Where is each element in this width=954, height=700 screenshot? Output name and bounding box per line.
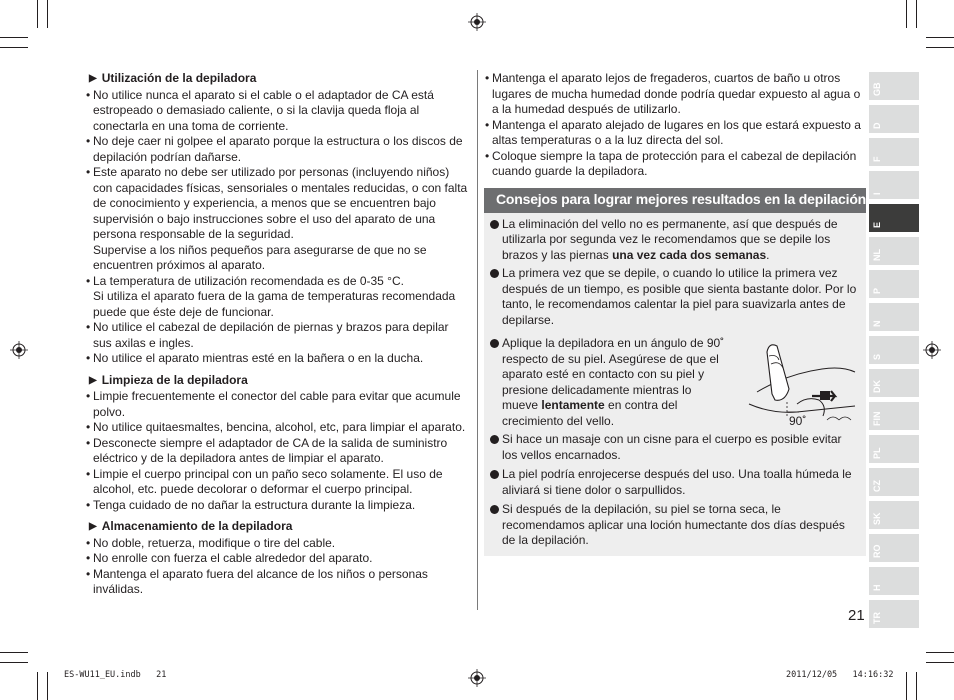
usage-list bbox=[85, 88, 470, 367]
tab-label: N bbox=[872, 320, 882, 327]
crop-mark bbox=[0, 37, 28, 38]
tips-title: Consejos para lograr mejores resultados en la depilación bbox=[496, 191, 867, 208]
triangle-icon: ▶ bbox=[89, 374, 97, 386]
tip-bold-text: una vez cada dos semanas bbox=[612, 247, 767, 262]
list-item: • No enrolle con fuerza el cable alrededor del aparato. bbox=[86, 551, 373, 565]
tab-ro[interactable] bbox=[869, 534, 919, 562]
tip-text-end: en contra del crecimiento del vello. bbox=[502, 398, 678, 428]
section-title: Almacenamiento de la depiladora bbox=[101, 519, 293, 533]
crop-mark bbox=[37, 672, 38, 700]
timestamp-slug: 2011/12/05 14:16:32 bbox=[786, 670, 894, 680]
section-title: Utilización de la depiladora bbox=[101, 71, 257, 85]
tab-label: GB bbox=[872, 82, 882, 96]
tab-n[interactable] bbox=[869, 303, 919, 331]
left-column bbox=[85, 71, 470, 598]
tab-i[interactable] bbox=[869, 171, 919, 199]
tip-item bbox=[488, 432, 860, 463]
list-item: • Mantenga el aparato fuera del alcance de los niños o personas inválidas. bbox=[86, 566, 428, 596]
tab-label: CZ bbox=[872, 480, 882, 492]
tip-text: La piel podría enrojecerse después del uso. Una toalla húmeda le aliviará si tiene dolor o sarpullidos. bbox=[502, 467, 852, 497]
list-item: • No utilice el cabezal de depilación de piernas y brazos para depilar sus axilas e ingles. bbox=[86, 320, 449, 350]
list-item: • Limpie frecuentemente el conector del cable para evitar que acumule polvo. bbox=[86, 389, 461, 419]
tips-box bbox=[484, 213, 866, 556]
crop-mark bbox=[37, 0, 38, 28]
tip-item bbox=[488, 467, 860, 498]
tip-item bbox=[488, 336, 860, 429]
registration-mark-icon bbox=[468, 669, 486, 687]
list-item: • Este aparato no debe ser utilizado por personas (incluyendo niños) con capacidades físicas, sensoriales o mentales reducidas, o con falta de conocimiento y experiencia, a menos que se encuentren bajo supervisión o bajo instrucciones sobre el uso del aparato de una persona responsable de la seguridad. Supervise a los niños pequeños para asegurarse de que no se encuentren próximos al aparato. bbox=[85, 165, 470, 274]
list-item: • Mantenga el aparato lejos de fregaderos, cuartos de baño u otros lugares de mucha humedad donde podría quedar expuesto al agua o a la humedad después de utilizarlo. bbox=[485, 71, 861, 116]
tab-label: I bbox=[872, 192, 882, 195]
tip-item bbox=[488, 266, 860, 328]
list-item-extra: Supervise a los niños pequeños para asegurarse de que no se encuentren próximos al aparato. bbox=[93, 242, 427, 272]
list-item-text: No utilice el aparato mientras esté en la bañera o en la ducha. bbox=[93, 351, 424, 365]
list-item: • No utilice quitaesmaltes, bencina, alcohol, etc, para limpiar el aparato. bbox=[86, 420, 466, 434]
angle-label: 90˚ bbox=[789, 414, 807, 428]
crop-mark bbox=[926, 37, 954, 38]
file-slug: ES-WU11_EU.indb 21 bbox=[64, 670, 167, 680]
crop-mark bbox=[47, 0, 48, 28]
registration-mark-icon bbox=[10, 341, 28, 359]
list-item-text: Tenga cuidado de no dañar la estructura durante la limpieza. bbox=[93, 497, 416, 512]
list-item-text: Coloque siempre la tapa de protección para el cabezal de depilación cuando guarde la depiladora. bbox=[492, 148, 857, 178]
tab-label: FIN bbox=[872, 411, 882, 426]
list-item-text: La temperatura de utilización recomendada es de 0-35 °C. bbox=[93, 273, 404, 288]
list-item-text: Mantenga el aparato fuera del alcance de los niños o personas inválidas. bbox=[93, 566, 428, 596]
tab-label: TR bbox=[872, 612, 882, 624]
crop-mark bbox=[0, 47, 28, 48]
registration-mark-icon bbox=[468, 13, 486, 31]
tab-label: S bbox=[872, 353, 882, 360]
tip-text: La eliminación del vello no es permanente, así que después de utilizarla por segunda vez le recomendamos que se depile los brazos y las piernas bbox=[502, 216, 838, 262]
storage-list-continued bbox=[484, 71, 866, 180]
tab-h[interactable] bbox=[869, 567, 919, 595]
list-item-text: No utilice el cabezal de depilación de piernas y brazos para depilar sus axilas e ingles. bbox=[93, 320, 449, 350]
tab-fin[interactable] bbox=[869, 402, 919, 430]
registration-mark-icon bbox=[923, 341, 941, 359]
tip-text: Si hace un masaje con un cisne para el cuerpo es posible evitar los vellos encarnados. bbox=[502, 432, 842, 462]
list-item-text: No enrolle con fuerza el cable alrededor del aparato. bbox=[93, 551, 373, 565]
crop-mark bbox=[906, 672, 907, 700]
list-item-text: Desconecte siempre el adaptador de CA de la salida de suministro eléctrico y de la depiladora antes de limpiar el aparato. bbox=[93, 435, 448, 465]
tab-label: P bbox=[872, 287, 882, 294]
section-heading-usage bbox=[85, 71, 470, 87]
tab-label: NL bbox=[872, 249, 882, 261]
list-item: • No utilice el aparato mientras esté en la bañera o en la ducha. bbox=[86, 351, 424, 365]
tip-text-end: . bbox=[766, 247, 770, 262]
triangle-icon: ▶ bbox=[89, 521, 97, 532]
epilator-angle-illustration bbox=[727, 334, 857, 429]
list-item-text: Mantenga el aparato lejos de fregaderos, cuartos de baño u otros lugares de mucha humedad donde podría quedar expuesto al agua o a la humedad después de utilizarlo. bbox=[492, 71, 861, 116]
language-tabs bbox=[869, 72, 919, 633]
list-item: • La temperatura de utilización recomendada es de 0-35 °C. Si utiliza el aparato fuera de la gama de temperaturas recomendada puede que éste deje de funcionar. bbox=[85, 274, 470, 321]
storage-list bbox=[85, 536, 470, 598]
list-item: • Tenga cuidado de no dañar la estructura durante la limpieza. bbox=[86, 497, 416, 512]
crop-mark bbox=[916, 672, 917, 700]
tip-text: Aplique la depiladora en un ángulo de 90˚ respecto de su piel. Asegúrese de que el aparato esté en contacto con su piel y presione delicadamente mientras lo mueve bbox=[502, 336, 725, 412]
tab-label: PL bbox=[872, 447, 882, 459]
list-item: • Desconecte siempre el adaptador de CA de la salida de suministro eléctrico y de la depiladora antes de limpiar el aparato. bbox=[86, 435, 448, 465]
page-number: 21 bbox=[848, 607, 865, 624]
tab-f[interactable] bbox=[869, 138, 919, 166]
section-heading-storage bbox=[85, 519, 470, 535]
tip-bold-text: lentamente bbox=[541, 398, 605, 412]
tab-tr[interactable] bbox=[869, 600, 919, 628]
tip-item bbox=[488, 502, 860, 549]
crop-mark bbox=[906, 0, 907, 28]
list-item-text: Limpie frecuentemente el conector del cable para evitar que acumule polvo. bbox=[93, 389, 461, 419]
tab-label: DK bbox=[872, 380, 882, 393]
tab-pl[interactable] bbox=[869, 435, 919, 463]
list-item-text: No utilice nunca el aparato si el cable o el adaptador de CA está estropeado o demasiado caliente, o si la clavija queda floja al conectarla en una toma de corriente. bbox=[93, 87, 434, 133]
tab-dk[interactable] bbox=[869, 369, 919, 397]
right-column bbox=[484, 71, 866, 556]
crop-mark bbox=[926, 652, 954, 653]
list-item-text: No deje caer ni golpee el aparato porque la estructura o los discos de depilación podrían dañarse. bbox=[93, 134, 463, 164]
list-item-text: No doble, retuerza, modifique o tire del cable. bbox=[93, 535, 336, 550]
list-item: • Mantenga el aparato alejado de lugares en los que estará expuesto a altas temperaturas o a la luz directa del sol. bbox=[485, 117, 861, 147]
tab-label: RO bbox=[872, 544, 882, 558]
tab-label: E bbox=[872, 221, 882, 228]
tab-nl[interactable] bbox=[869, 237, 919, 265]
tab-p[interactable] bbox=[869, 270, 919, 298]
tab-d[interactable] bbox=[869, 105, 919, 133]
triangle-icon: ▶ bbox=[89, 73, 97, 84]
tip-item bbox=[488, 217, 860, 264]
crop-mark bbox=[916, 0, 917, 28]
list-item-text: Mantenga el aparato alejado de lugares en los que estará expuesto a altas temperaturas o a la luz directa del sol. bbox=[492, 117, 861, 147]
tab-label: H bbox=[872, 584, 882, 591]
tab-label: D bbox=[872, 122, 882, 129]
column-divider bbox=[477, 70, 478, 610]
list-item-extra: Si utiliza el aparato fuera de la gama de temperaturas recomendada puede que éste deje de funcionar. bbox=[93, 289, 456, 319]
crop-mark bbox=[926, 47, 954, 48]
section-title: Limpieza de la depiladora bbox=[101, 372, 248, 387]
tab-s[interactable] bbox=[869, 336, 919, 364]
crop-mark bbox=[0, 662, 28, 663]
list-item: • No utilice nunca el aparato si el cable o el adaptador de CA está estropeado o demasiado caliente, o si la clavija queda floja al conectarla en una toma de corriente. bbox=[86, 87, 434, 133]
tab-label: F bbox=[872, 156, 882, 162]
crop-mark bbox=[47, 672, 48, 700]
tab-label: SK bbox=[872, 512, 882, 525]
list-item: • No doble, retuerza, modifique o tire del cable. bbox=[86, 535, 336, 550]
cleaning-list bbox=[85, 389, 470, 513]
tab-gb[interactable] bbox=[869, 72, 919, 100]
tab-e[interactable] bbox=[869, 204, 919, 232]
section-heading-cleaning bbox=[85, 373, 470, 389]
list-item: • Limpie el cuerpo principal con un paño seco solamente. El uso de alcohol, etc. puede decolorar o deformar el cuerpo principal. bbox=[86, 466, 443, 496]
tip-text: Si después de la depilación, su piel se torna seca, le recomendamos aplicar una loción humectante dos días después de la depilación. bbox=[502, 502, 845, 547]
list-item: • Coloque siempre la tapa de protección para el cabezal de depilación cuando guarde la depiladora. bbox=[485, 148, 857, 178]
list-item: • No deje caer ni golpee el aparato porque la estructura o los discos de depilación podrían dañarse. bbox=[86, 134, 463, 164]
tip-text: La primera vez que se depile, o cuando lo utilice la primera vez después de un tiempo, es posible que sienta bastante dolor. Por lo tanto, le recomendamos calentar la piel para suavizarla antes de depilarse. bbox=[502, 266, 857, 327]
crop-mark bbox=[926, 662, 954, 663]
list-item-text: No utilice quitaesmaltes, bencina, alcohol, etc, para limpiar el aparato. bbox=[93, 420, 466, 434]
tab-sk[interactable] bbox=[869, 501, 919, 529]
tips-header bbox=[484, 188, 866, 213]
list-item-text: Limpie el cuerpo principal con un paño seco solamente. El uso de alcohol, etc. puede decolorar o deformar el cuerpo principal. bbox=[93, 466, 443, 496]
tab-cz[interactable] bbox=[869, 468, 919, 496]
tips-list bbox=[488, 217, 860, 549]
crop-mark bbox=[0, 652, 28, 653]
list-item-text: Este aparato no debe ser utilizado por personas (incluyendo niños) con capacidades físicas, sensoriales o mentales reducidas, o con falta de conocimiento y experiencia, a menos que se encuentren bajo supervisión o bajo instrucciones sobre el uso del aparato de una persona responsable de la seguridad. bbox=[93, 165, 468, 241]
